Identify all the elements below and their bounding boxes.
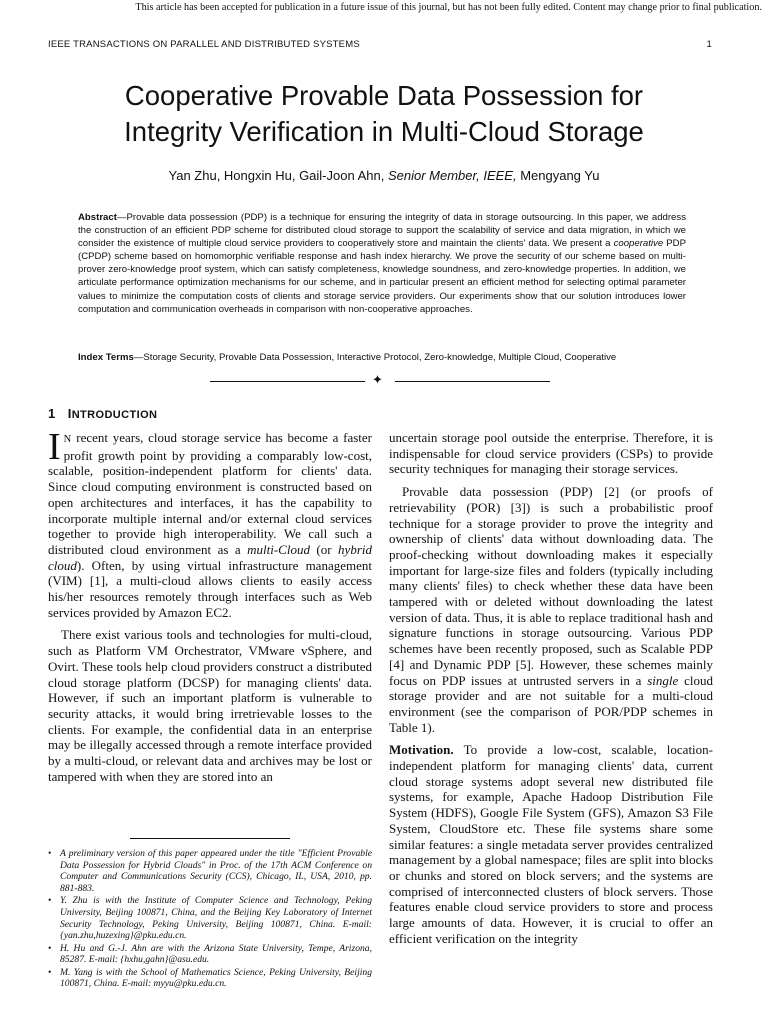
paragraph (389, 742, 713, 946)
left-column (48, 426, 372, 784)
drop-cap: I (48, 426, 61, 468)
paragraph (389, 484, 713, 735)
paper-title (40, 78, 728, 150)
author-list (40, 168, 728, 183)
abstract (78, 211, 686, 316)
title-line-2: Integrity Verification in Multi-Cloud Storage (124, 116, 644, 147)
section-divider (210, 375, 550, 387)
footnote-rule (130, 838, 290, 839)
footnote: • M. Yang is with the School of Mathematics Science, Peking University, Beijing 100871, China. E-mail: myyu@pku.edu.cn. (48, 967, 372, 990)
text-run: To provide a low-cost, scalable, location-independent platform for managing clients' data, current cloud storage systems adopt several new distributed file systems, for example, Apache Hadoop Distribution File System (HDFS), Google File System (GFS), Amazon S3 File System, CloudStore etc. These file systems share some similar features: a single metadata server provides centralized management by a global namespace; files are split into blocks or chunks and stored on block servers; and the systems are comprised of interconnected clusters of block servers. Those features enable cloud service providers to store and process large amounts of data. However, it is crucial to offer an efficient verification on the integrity (389, 742, 713, 946)
journal-name: IEEE TRANSACTIONS ON PARALLEL AND DISTRIBUTED SYSTEMS (48, 39, 360, 50)
author-role: Senior Member, IEEE, (387, 168, 517, 183)
divider-line-left (210, 381, 365, 382)
text-run: Provable data possession (PDP) [2] (or proofs of retrievability (POR) [3]) is such a probabilistic proof technique for a storage provider to prove the integrity and ownership of clients' data without downloading data. The proof-checking without downloading makes it especially important for large-size files and folders (typically including many clients' files) to check whether these data have been tampered with or deleted without downloading the latest version of data. Thus, it is able to replace traditional hash and signature functions in storage outsourcing. Various PDP schemes have been recently proposed, such as Scalable PDP [4] and Dynamic PDP [5]. However, these schemes mainly focus on PDP issues at untrusted servers in a (389, 484, 713, 688)
index-terms-label: Index Terms (78, 352, 134, 363)
abstract-label: Abstract (78, 212, 117, 223)
text-run: cloud storage provider and are not suitable for a multi-cloud environment (see the comparison of POR/PDP schemes in Table 1). (389, 672, 713, 735)
footnote: • Y. Zhu is with the Institute of Computer Science and Technology, Peking University, Beijing 100871, China, and the Beijing Key Laboratory of Internet Security Technology, Peking University, Beijing 100871, China. E-mail: {yan.zhu,huzexing}@pku.edu.cn. (48, 895, 372, 942)
paragraph: There exist various tools and technologies for multi-cloud, such as Platform VM Orchestrator, VMware vSphere, and Ovirt. These tools help cloud providers construct a distributed cloud storage platform (DCSP) for managing clients' data. However, if such an important platform is vulnerable to security attacks, it would bring irretrievable losses to the clients. For example, the confidential data in an enterprise may be illegally accessed through a remote interface provided by a multi-cloud, or relevant data and archives may be lost or tampered with when they are stored into an (48, 627, 372, 784)
index-terms-text: Storage Security, Provable Data Possession, Interactive Protocol, Zero-knowledge, Multiple Cloud, Cooperative (143, 352, 617, 363)
paragraph: uncertain storage pool outside the enterprise. Therefore, it is indispensable for cloud service providers (CSPs) to provide security techniques for managing their storage services. (389, 430, 713, 477)
section-title-rest: NTRODUCTION (71, 409, 158, 421)
section-title-cap: I (67, 406, 72, 421)
section-number: 1 (48, 406, 56, 421)
title-line-1: Cooperative Provable Data Possession for (124, 80, 644, 111)
abstract-dash: — (116, 212, 127, 223)
text-run: recent years, cloud storage service has become a faster profit growth point by providing a comparably low-cost, scalable, position-independent platform for clients' data. Since cloud computing environment is constructed based on open architectures and interfaces, it has the capability to incorporate multiple internal and/or external cloud services together to provide high interoperability. We call such a distributed cloud environment as a (48, 430, 372, 557)
footnote: • A preliminary version of this paper appeared under the title "Efficient Provable Data Possession for Hybrid Clouds" in Proc. of the 17th ACM Conference on Computer and Communications Security (CCS), Chicago, IL, USA, 2010, pp. 881-883. (48, 848, 372, 895)
divider-line-right (395, 381, 550, 382)
text-run: (or (309, 541, 339, 557)
abstract-text-a: Provable data possession (PDP) is a technique for ensuring the integrity of data in storage outsourcing. In this paper, we address the construction of an efficient PDP scheme for distributed cloud storage to support the scalability of service and data migration, in which we consider the existence of multiple cloud service providers to cooperatively store and maintain the clients' data. We present a (78, 212, 686, 250)
abstract-text-b: PDP (CPDP) scheme based on homomorphic verifiable response and hash index hierarchy. We prove the security of our scheme based on multi-prover zero-knowledge proof system, which can satisfy completeness, knowledge soundness, and zero-knowledge properties. In addition, we articulate performance optimization mechanisms for our scheme, and in particular present an efficient method for selecting optimal parameter values to minimize the computation costs of clients and storage service providers. Our experiments show that our solution introduces lower computation and communication overheads in comparison with non-cooperative approaches. (78, 238, 686, 315)
author-names: Yan Zhu, Hongxin Hu, Gail-Joon Ahn, (168, 168, 388, 183)
right-column (389, 430, 713, 947)
run-in-heading: Motivation. (389, 742, 454, 758)
smallcaps-lead: N (63, 434, 72, 445)
index-terms (78, 351, 686, 364)
running-head (48, 39, 712, 50)
divider-ornament-icon: ✦ (372, 373, 383, 388)
text-emphasis: hybrid cloud (48, 541, 372, 573)
footnote: • H. Hu and G.-J. Ahn are with the Arizona State University, Tempe, Arizona, 85287. E-mail: {hxhu,gahn}@asu.edu. (48, 943, 372, 966)
page-number: 1 (706, 39, 712, 50)
text-emphasis: multi-Cloud (247, 541, 310, 557)
text-emphasis: single (647, 672, 679, 688)
author-last: Mengyang Yu (516, 168, 600, 183)
publication-notice: This article has been accepted for publication in a future issue of this journal, but has not been fully edited. Content may change prior to final publication. (135, 2, 762, 13)
section-heading (48, 406, 157, 421)
text-run: ). Often, by using virtual infrastructure management (VIM) [1], a multi-cloud allows clients to easily access his/her resources remotely through interfaces such as Web services provided by Amazon EC2. (48, 557, 372, 620)
paragraph (48, 426, 372, 620)
index-terms-dash: — (133, 352, 144, 363)
footnotes (48, 848, 372, 990)
abstract-emphasis: cooperative (613, 238, 664, 250)
